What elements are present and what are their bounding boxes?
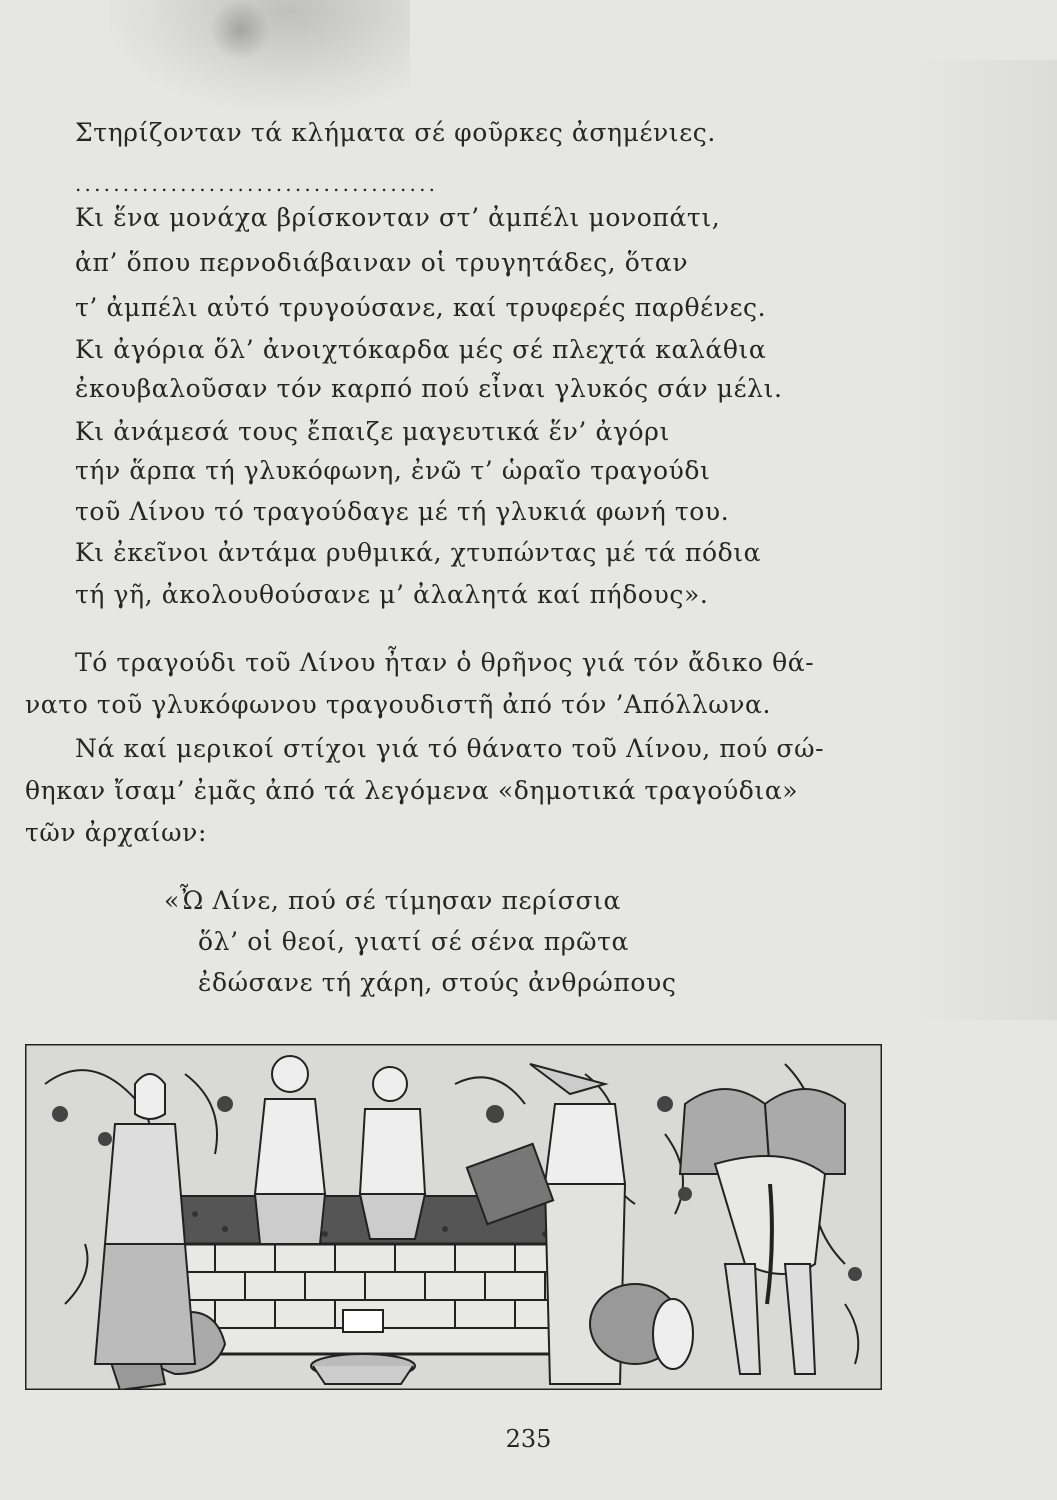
paragraph-line: Νά καί μερικοί στίχοι γιά τό θάνατο τοῦ Λίνου, πού σώ- (75, 734, 825, 763)
paragraph-line: τῶν ἀρχαίων: (25, 818, 207, 847)
grape-harvest-illustration (25, 1044, 882, 1390)
water-stain-dark (210, 0, 270, 60)
verse-line: τ’ ἀμπέλι αὐτό τρυγούσανε, καί τρυφερές παρθένες. (75, 293, 767, 322)
verse-line: τήν ἅρπα τή γλυκόφωνη, ἐνῶ τ’ ὡραῖο τραγούδι (75, 456, 711, 485)
verse-line: Κι ἀνάμεσά τους ἔπαιζε μαγευτικά ἕν’ ἀγόρι (75, 417, 670, 446)
paragraph-line: νατο τοῦ γλυκόφωνου τραγουδιστῆ ἀπό τόν ’Απόλλωνα. (25, 690, 772, 719)
poem-line: «Ὦ Λίνε, πού σέ τίμησαν περίσσια (164, 886, 622, 915)
verse-line: τοῦ Λίνου τό τραγούδαγε μέ τή γλυκιά φωνή του. (75, 497, 730, 526)
ellipsis-dots: ...................................... (75, 172, 439, 196)
verse-line: ἀπ’ ὅπου περνοδιάβαιναν οἱ τρυγητάδες, ὅταν (75, 248, 689, 277)
verse-line: ἐκουβαλοῦσαν τόν καρπό πού εἶναι γλυκός σάν μέλι. (75, 374, 783, 403)
verse-line: Κι ἕνα μονάχα βρίσκονταν στ’ ἀμπέλι μονοπάτι, (75, 203, 721, 232)
paragraph-line: Τό τραγούδι τοῦ Λίνου ἦταν ὁ θρῆνος γιά τόν ἄδικο θά- (75, 648, 815, 677)
poem-line: ἐδώσανε τή χάρη, στούς ἀνθρώπους (198, 968, 677, 997)
page-bleed-through (907, 60, 1057, 1020)
verse-line: τή γῆ, ἀκολουθούσανε μ’ ἀλαλητά καί πήδους». (75, 580, 709, 609)
paragraph-line: θηκαν ἴσαμ’ ἐμᾶς ἀπό τά λεγόμενα «δημοτικά τραγούδια» (25, 776, 799, 805)
page-number: 235 (505, 1425, 552, 1453)
poem-line: ὅλ’ οἱ θεοί, γιατί σέ σένα πρῶτα (198, 927, 629, 956)
verse-line: Κι ἐκεῖνοι ἀντάμα ρυθμικά, χτυπώντας μέ τά πόδια (75, 538, 762, 567)
verse-line: Στηρίζονταν τά κλήματα σέ φοῦρκες ἀσημένιες. (75, 118, 716, 147)
verse-line: Κι ἀγόρια ὅλ’ ἀνοιχτόκαρδα μές σέ πλεχτά καλάθια (75, 335, 767, 364)
